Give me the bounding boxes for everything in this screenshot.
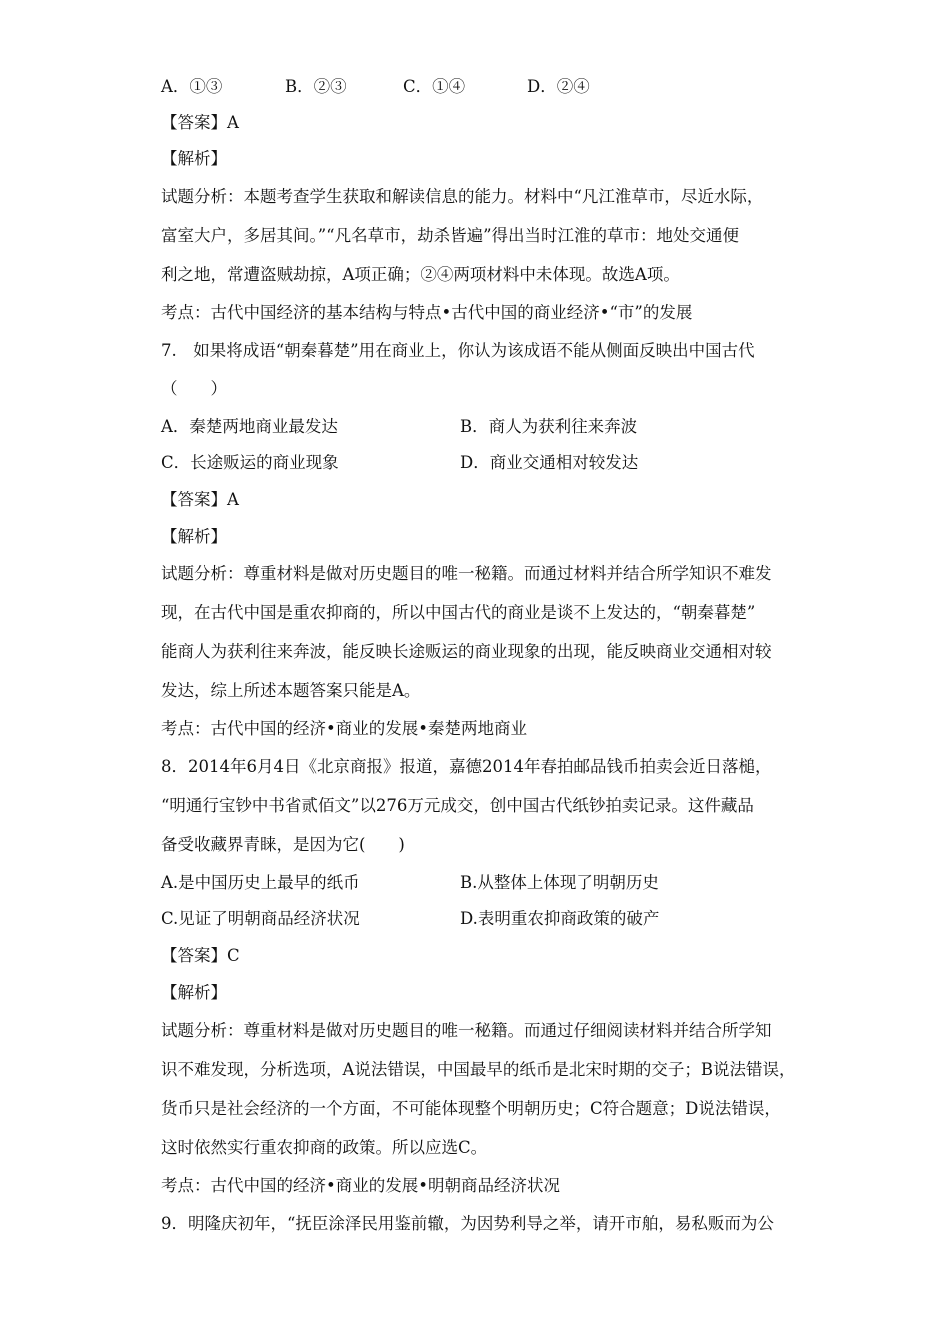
q8-stem-line-3: 备受收藏界青睐，是因为它( ) bbox=[161, 835, 405, 854]
q7-analysis-label: 【解析】 bbox=[161, 527, 227, 546]
q7-keypoint: 考点：古代中国的经济•商业的发展•秦楚两地商业 bbox=[161, 719, 527, 738]
q8-option-a: A.是中国历史上最早的纸币 bbox=[161, 873, 360, 892]
q8-option-c: C.见证了明朝商品经济状况 bbox=[161, 909, 360, 928]
q7-option-d: D．商业交通相对较发达 bbox=[460, 453, 639, 472]
q7-stem: 7. 如果将成语“朝秦暮楚”用在商业上，你认为该成语不能从侧面反映出中国古代 bbox=[161, 341, 755, 360]
q7-option-a: A．秦楚两地商业最发达 bbox=[161, 417, 338, 436]
q7-paren: （ ） bbox=[161, 379, 227, 398]
q8-stem-line-2: “明通行宝钞中书省贰佰文”以276万元成交，创中国古代纸钞拍卖记录。这件藏品 bbox=[161, 796, 754, 815]
q7-answer: 【答案】A bbox=[161, 490, 239, 509]
q7-analysis-line-2: 现，在古代中国是重农抑商的，所以中国古代的商业是谈不上发达的，“朝秦暮楚” bbox=[161, 603, 756, 622]
q8-option-d: D.表明重农抑商政策的破产 bbox=[460, 909, 660, 928]
q8-analysis-line-2: 识不难发现，分析选项，A说法错误，中国最早的纸币是北宋时期的交子；B说法错误， bbox=[161, 1060, 796, 1079]
q6-analysis-label: 【解析】 bbox=[161, 149, 227, 168]
q6-keypoint: 考点：古代中国经济的基本结构与特点•古代中国的商业经济•“市”的发展 bbox=[161, 303, 693, 322]
q6-option-d: D．②④ bbox=[527, 77, 590, 96]
q8-keypoint: 考点：古代中国的经济•商业的发展•明朝商品经济状况 bbox=[161, 1176, 560, 1195]
q6-option-a: A．①③ bbox=[161, 77, 223, 96]
q7-option-c: C．长途贩运的商业现象 bbox=[161, 453, 339, 472]
q6-analysis-line-3: 利之地，常遭盗贼劫掠，A项正确；②④两项材料中未体现。故选A项。 bbox=[161, 265, 680, 284]
q7-option-b: B．商人为获利往来奔波 bbox=[460, 417, 638, 436]
q6-analysis-line-1: 试题分析：本题考查学生获取和解读信息的能力。材料中“凡江淮草市，尽近水际， bbox=[161, 187, 764, 206]
q8-analysis-line-4: 这时依然实行重农抑商的政策。所以应选C。 bbox=[161, 1138, 488, 1157]
q7-analysis-line-4: 发达，综上所述本题答案只能是A。 bbox=[161, 681, 421, 700]
q7-analysis-line-1: 试题分析：尊重材料是做对历史题目的唯一秘籍。而通过材料并结合所学知识不难发 bbox=[161, 564, 772, 583]
q8-analysis-label: 【解析】 bbox=[161, 983, 227, 1002]
q9-stem: 9．明隆庆初年，“抚臣涂泽民用鉴前辙，为因势利导之举，请开市舶，易私贩而为公 bbox=[161, 1214, 774, 1233]
q6-option-c: C．①④ bbox=[403, 77, 466, 96]
q8-option-b: B.从整体上体现了明朝历史 bbox=[460, 873, 659, 892]
q6-answer: 【答案】A bbox=[161, 113, 239, 132]
q8-stem-line-1: 8．2014年6月4日《北京商报》报道，嘉德2014年春拍邮品钱币拍卖会近日落槌， bbox=[161, 757, 772, 776]
q8-answer: 【答案】C bbox=[161, 946, 240, 965]
q8-analysis-line-3: 货币只是社会经济的一个方面，不可能体现整个明朝历史；C符合题意；D说法错误， bbox=[161, 1099, 781, 1118]
q6-analysis-line-2: 富室大户，多居其间。”“凡名草市，劫杀皆遍”得出当时江淮的草市：地处交通便 bbox=[161, 226, 740, 245]
q8-analysis-line-1: 试题分析：尊重材料是做对历史题目的唯一秘籍。而通过仔细阅读材料并结合所学知 bbox=[161, 1021, 772, 1040]
q6-option-b: B．②③ bbox=[285, 77, 347, 96]
q7-analysis-line-3: 能商人为获利往来奔波，能反映长途贩运的商业现象的出现，能反映商业交通相对较 bbox=[161, 642, 772, 661]
